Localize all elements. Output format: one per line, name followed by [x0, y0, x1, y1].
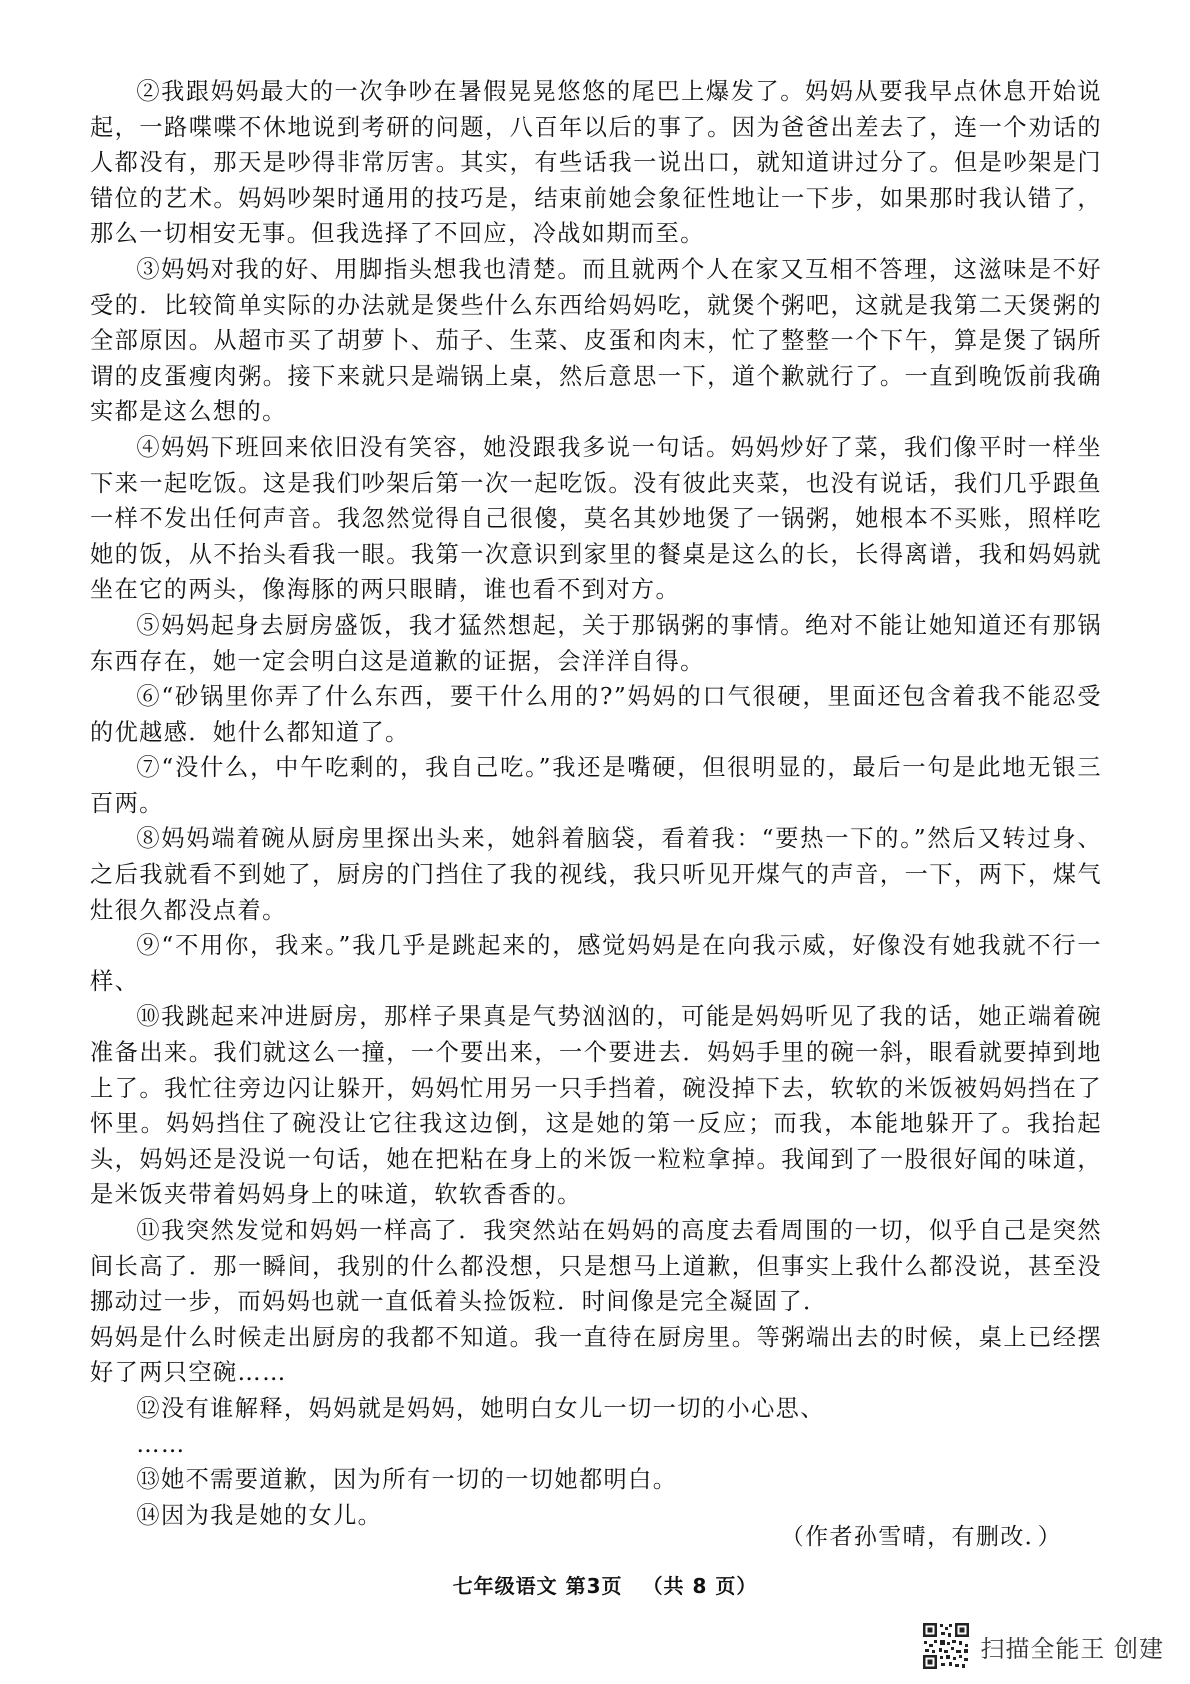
scanner-watermark — [922, 1622, 1164, 1670]
paragraph-8: ⑧妈妈端着碗从厨房里探出头来，她斜着脑袋，看着我：“要热一下的。”然后又转过身、之后我就看不到她了，厨房的门挡住了我的视线，我只听见开煤气的声音，一下，两下，煤气灶很久都没点着。 — [90, 825, 1102, 924]
scanner-label: 扫描全能王 创建 — [980, 1634, 1164, 1663]
page-footer — [0, 1570, 1190, 1599]
paragraph-7: ⑦“没什么，中午吃剩的，我自己吃。”我还是嘴硬，但很明显的，最后一句是此地无银三百两。 — [90, 754, 1102, 817]
paragraph-6: ⑥“砂锅里你弄了什么东西，要干什么用的?”妈妈的口气很硬，里面还包含着我不能忍受的优越感．她什么都知道了。 — [90, 683, 1102, 746]
paragraph-14: ⑭因为我是她的女儿。 — [136, 1501, 383, 1529]
paragraph-10: ⑩我跳起来冲进厨房，那样子果真是气势汹汹的，可能是妈妈听见了我的话，她正端着碗准备出来。我们就这么一撞，一个要出来，一个要进去．妈妈手里的碗一斜，眼看就要掉到地上了。我忙往旁边闪让躲开，妈妈忙用另一只手挡着，碗没掉下去，软软的米饭被妈妈挡在了怀里。妈妈挡住了碗没让它往我这边倒，这是她的第一反应；而我，本能地躲开了。我抬起头，妈妈还是没说一句话，她在把粘在身上的米饭一粒粒拿掉。我闻到了一股很好闻的味道，是米饭夹带着妈妈身上的味道，软软香香的。 — [90, 1003, 1102, 1209]
paragraph-12: ⑫没有谁解释，妈妈就是妈妈，她明白女儿一切一切的小心思、 — [136, 1394, 825, 1422]
paragraph-13: ⑬她不需要道歉，因为所有一切的一切她都明白。 — [136, 1466, 678, 1494]
paragraph-2: ②我跟妈妈最大的一次争吵在暑假晃晃悠悠的尾巴上爆发了。妈妈从要我早点休息开始说起，一路喋喋不休地说到考研的问题，八百年以后的事了。因为爸爸出差去了，连一个劝话的人都没有，那天是吵得非常厉害。其实，有些话我一说出口，就知道讲过分了。但是吵架是门错位的艺术。妈妈吵架时通用的技巧是，结束前她会象征性地让一下步，如果那时我认错了，那么一切相安无事。但我选择了不回应，冷战如期而至。 — [90, 78, 1102, 248]
paragraph-11: ⑪我突然发觉和妈妈一样高了．我突然站在妈妈的高度去看周围的一切，似乎自己是突然间长高了．那一瞬间，我别的什么都没想，只是想马上道歉，但事实上我什么都没说，甚至没挪动过一步，而妈妈也就一直低着头捡饭粒．时间像是完全凝固了． — [90, 1217, 1102, 1316]
ellipsis-line: …… — [136, 1430, 186, 1458]
paragraph-4: ④妈妈下班回来依旧没有笑容，她没跟我多说一句话。妈妈炒好了菜，我们像平时一样坐下来一起吃饭。这是我们吵架后第一次一起吃饭。没有彼此夹菜，也没有说话，我们几乎跟鱼一样不发出任何声音。我忽然觉得自己很傻，莫名其妙地煲了一锅粥，她根本不买账，照样吃她的饭，从不抬头看我一眼。我第一次意识到家里的餐桌是这么的长，长得离谱，我和妈妈就坐在它的两头，像海豚的两只眼睛，谁也看不到对方。 — [90, 433, 1102, 604]
reading-passage — [90, 74, 1102, 1533]
paragraph-3: ③妈妈对我的好、用脚指头想我也清楚。而且就两个人在家又互相不答理，这滋味是不好受的．比较简单实际的办法就是煲些什么东西给妈妈吃，就煲个粥吧，这就是我第二天煲粥的全部原因。从超市买了胡萝卜、茄子、生菜、皮蛋和肉末，忙了整整一个下午，算是煲了锅所谓的皮蛋瘦肉粥。接下来就只是端锅上桌，然后意思一下，道个歉就行了。一直到晚饭前我确实都是这么想的。 — [90, 255, 1102, 426]
footer-total-pages: （共 8 页） — [642, 1574, 758, 1598]
paragraph-9: ⑨“不用你，我来。”我几乎是跳起来的，感觉妈妈是在向我示威，好像没有她我就不行一样、 — [90, 932, 1102, 995]
paragraph-5: ⑤妈妈起身去厨房盛饭，我才猛然想起，关于那锅粥的事情。绝对不能让她知道还有那锅东西存在，她一定会明白这是道歉的证据，会洋洋自得。 — [90, 611, 1102, 675]
paragraph-11-continued: 妈妈是什么时候走出厨房的我都不知道。我一直待在厨房里。等粥端出去的时候，桌上已经摆好了两只空碗…… — [90, 1323, 1102, 1387]
author-credit: （作者孙雪晴，有删改．） — [780, 1524, 1062, 1550]
footer-subject-page: 七年级语文 第3页 — [452, 1574, 623, 1598]
qr-code-icon — [922, 1622, 970, 1670]
